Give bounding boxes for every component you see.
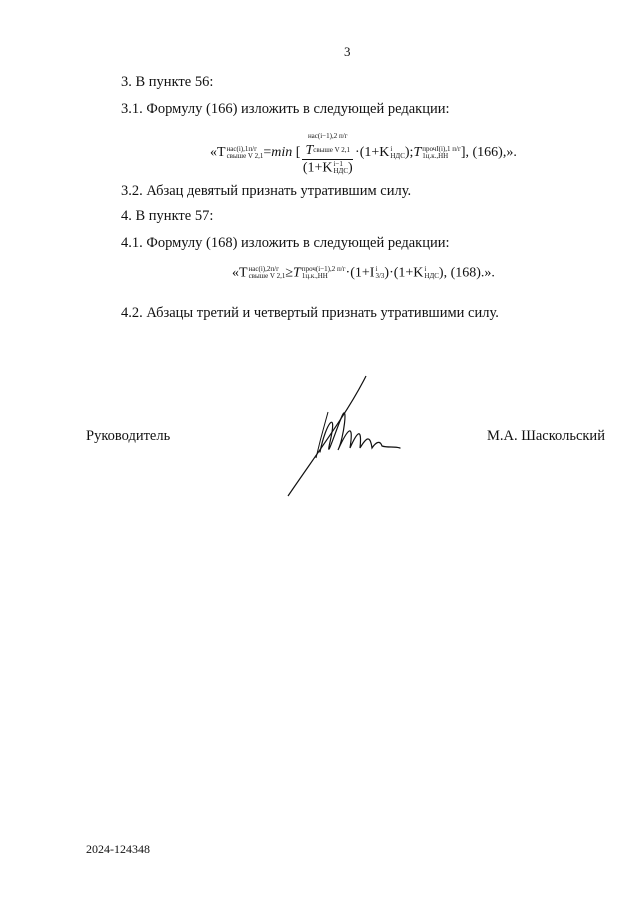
formula-166-fraction: нас(i−1),2 п/г Tсвыше V 2,1 (1+Ki−1 НДС)	[302, 130, 353, 176]
paragraph-3-1: 3.1. Формулу (166) изложить в следующей редакции:	[121, 101, 450, 117]
formula-166: «Tнас(i),1п/г свыше V 2,1=min [ нас(i−1),2 п/г Tсвыше V 2,1 (1+Ki−1 НДС) ·(1+Ki НДС);TпрочI(i),1 п/г 1ц.к.,НН ], (166),».	[210, 130, 517, 176]
paragraph-4-2: 4.2. Абзацы третий и четвертый признать утратившими силу.	[121, 305, 499, 321]
signature-position: Руководитель	[86, 428, 171, 444]
document-number: 2024-124348	[86, 842, 150, 856]
paragraph-4: 4. В пункте 57:	[121, 208, 214, 224]
signatory-name: М.А. Шаскольский	[487, 428, 605, 444]
handwritten-signature	[278, 372, 408, 502]
formula-166-t1-indices: нас(i),1п/г свыше V 2,1	[226, 144, 264, 160]
paragraph-3-2: 3.2. Абзац девятый признать утратившим силу.	[121, 183, 412, 199]
page-number: 3	[344, 44, 351, 59]
paragraph-4-1: 4.1. Формулу (168) изложить в следующей редакции:	[121, 235, 450, 251]
formula-168: «Tнас(i),2п/г свыше V 2,1≥Tпроч(i−1),2 п/г 1ц.к.,НН ·(1+Ii 3/3)·(1+Ki НДС), (168).».	[232, 265, 495, 281]
paragraph-3: 3. В пункте 56:	[121, 74, 214, 90]
